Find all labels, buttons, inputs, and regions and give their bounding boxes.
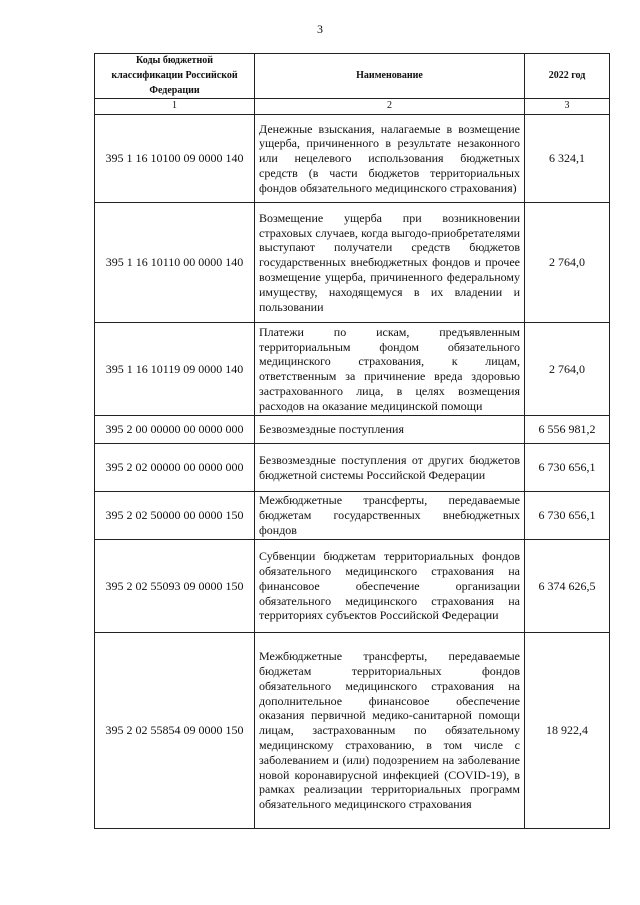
column-number: 3 <box>525 99 610 115</box>
table-row <box>95 115 610 203</box>
item-amount: 2 764,0 <box>525 323 610 416</box>
budget-code: 395 2 02 50000 00 0000 150 <box>95 492 255 540</box>
item-amount: 6 556 981,2 <box>525 416 610 444</box>
item-name: Субвенции бюджетам территориальных фондов обязательного медицинского страхования на финансовое обеспечение организации обязательного медицинского страхования на территориях субъектов Российской Федерации <box>255 540 525 633</box>
item-name: Безвозмездные поступления от других бюджетов бюджетной системы Российской Федерации <box>255 444 525 492</box>
item-name: Возмещение ущерба при возникновении страховых случаев, когда выгодо-приобретателями выступают получатели средств бюджетов государственных внебюджетных фондов и прочее возмещение ущерба, причиненного федеральному имуществу, находящемуся в их владении и пользовании <box>255 203 525 323</box>
item-amount: 6 730 656,1 <box>525 492 610 540</box>
table-row <box>95 323 610 416</box>
budget-code: 395 1 16 10110 00 0000 140 <box>95 203 255 323</box>
table-row <box>95 633 610 829</box>
page-number: 3 <box>317 22 323 36</box>
column-number-row <box>95 99 610 115</box>
header-codes: Коды бюджетной классификации Российской Федерации <box>95 54 255 99</box>
budget-code: 395 2 02 55854 09 0000 150 <box>95 633 255 829</box>
item-name: Платежи по искам, предъявленным территориальным фондом обязательного медицинского страхования, к лицам, ответственным за причинение вреда здоровью застрахованного лица, в целях возмещения расходов на оказание медицинской помощи <box>255 323 525 416</box>
item-name: Денежные взыскания, налагаемые в возмещение ущерба, причиненного в результате незаконного или нецелевого использования бюджетных средств (в части бюджетов территориальных фондов обязательного медицинского страхования) <box>255 115 525 203</box>
table-header-row <box>95 54 610 99</box>
table-row <box>95 444 610 492</box>
item-amount: 2 764,0 <box>525 203 610 323</box>
budget-code: 395 1 16 10100 09 0000 140 <box>95 115 255 203</box>
table-row <box>95 492 610 540</box>
item-amount: 18 922,4 <box>525 633 610 829</box>
column-number: 2 <box>255 99 525 115</box>
item-name: Межбюджетные трансферты, передаваемые бюджетам территориальных фондов обязательного медицинского страхования на дополнительное финансовое обеспечение оказания первичной медико-санитарной помощи лицам, застрахованным по обязательному медицинскому страхованию, в том числе с заболеванием и (или) подозрением на заболевание новой коронавирусной инфекцией (COVID-19), в рамках реализации территориальных программ обязательного медицинского страхования <box>255 633 525 829</box>
header-year: 2022 год <box>525 54 610 99</box>
budget-code: 395 2 02 55093 09 0000 150 <box>95 540 255 633</box>
budget-code: 395 1 16 10119 09 0000 140 <box>95 323 255 416</box>
budget-code: 395 2 00 00000 00 0000 000 <box>95 416 255 444</box>
item-amount: 6 730 656,1 <box>525 444 610 492</box>
table-row <box>95 416 610 444</box>
item-name: Безвозмездные поступления <box>255 416 525 444</box>
budget-code: 395 2 02 00000 00 0000 000 <box>95 444 255 492</box>
item-amount: 6 374 626,5 <box>525 540 610 633</box>
item-amount: 6 324,1 <box>525 115 610 203</box>
budget-revenue-table <box>94 53 610 829</box>
item-name: Межбюджетные трансферты, передаваемые бюджетам государственных внебюджетных фондов <box>255 492 525 540</box>
table-row <box>95 203 610 323</box>
table-row <box>95 540 610 633</box>
header-name: Наименование <box>255 54 525 99</box>
column-number: 1 <box>95 99 255 115</box>
